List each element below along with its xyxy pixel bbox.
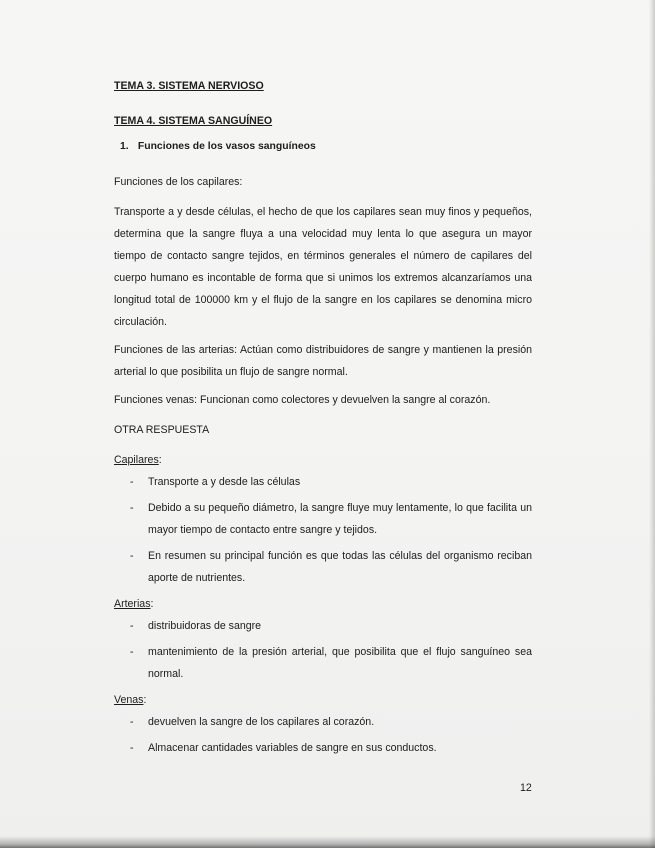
list-item-text: Transporte a y desde las células: [148, 475, 301, 488]
arterias-paragraph: Funciones de las arterias: Actúan como distribuidores de sangre y mantienen la presión arterial lo que posibilita un flujo de sangre normal.: [114, 343, 532, 378]
list-item: [114, 471, 532, 493]
dash-bullet: -: [130, 715, 134, 728]
dash-bullet: -: [130, 645, 134, 658]
list-item-text: devuelven la sangre de los capilares al corazón.: [148, 715, 375, 728]
otra-respuesta-label: OTRA RESPUESTA: [114, 423, 210, 436]
list-item-text: En resumen su principal función es que todas las células del organismo reciban aporte de nutrientes.: [148, 549, 532, 584]
list-item: [114, 497, 532, 541]
list-item: [114, 711, 532, 733]
arterias-label: Arterias: [114, 597, 151, 610]
list-item: [114, 615, 532, 637]
venas-label-colon: :: [143, 693, 147, 706]
list-item: [114, 641, 532, 685]
document-content: [114, 80, 532, 763]
section-title: [120, 141, 532, 153]
dash-bullet: -: [130, 741, 134, 754]
capilares-intro: Funciones de los capilares:: [114, 175, 243, 188]
dash-bullet: -: [130, 619, 134, 632]
list-item-text: distribuidoras de sangre: [148, 619, 262, 632]
capilares-label-colon: :: [158, 453, 162, 466]
capilares-list: [114, 471, 532, 589]
arterias-list: [114, 615, 532, 685]
venas-list: [114, 711, 532, 759]
arterias-label-colon: :: [150, 597, 154, 610]
section-number: 1.: [120, 141, 129, 153]
section-title-text: Funciones de los vasos sanguíneos: [137, 141, 316, 153]
page-number: 12: [520, 782, 532, 794]
capilares-label: Capilares: [114, 453, 159, 466]
list-item: [114, 737, 532, 759]
list-item-text: mantenimiento de la presión arterial, que posibilita que el flujo sanguíneo sea normal.: [148, 645, 532, 680]
capilares-label-row: [114, 449, 532, 471]
list-item-text: Almacenar cantidades variables de sangre en sus conductos.: [148, 741, 437, 754]
scan-shadow-right: [649, 0, 655, 848]
venas-label-row: [114, 689, 532, 711]
venas-label: Venas: [114, 693, 144, 706]
arterias-label-row: [114, 593, 532, 615]
dash-bullet: -: [130, 549, 134, 562]
heading-tema-3: TEMA 3. SISTEMA NERVIOSO: [114, 80, 264, 92]
heading-tema-4: TEMA 4. SISTEMA SANGUÍNEO: [114, 114, 273, 127]
list-item-text: Debido a su pequeño diámetro, la sangre fluye muy lentamente, lo que facilita un mayor tiempo de contacto entre sangre y tejidos.: [148, 501, 532, 536]
dash-bullet: -: [130, 475, 134, 488]
list-item: [114, 545, 532, 589]
venas-paragraph: Funciones venas: Funcionan como colectores y devuelven la sangre al corazón.: [114, 393, 491, 406]
scan-shadow-bottom: [0, 836, 655, 848]
dash-bullet: -: [130, 501, 134, 514]
capilares-paragraph: Transporte a y desde células, el hecho de que los capilares sean muy finos y pequeños, determina que la sangre fluya a una velocidad muy lenta lo que asegura un mayor tiempo de contacto sangre tejidos, en términos generales el número de capilares del cuerpo humano es incontable de forma que si unimos los extremos alcanzaríamos una longitud total de 100000 km y el flujo de la sangre en los capilares se denomina micro circulación.: [114, 205, 532, 328]
